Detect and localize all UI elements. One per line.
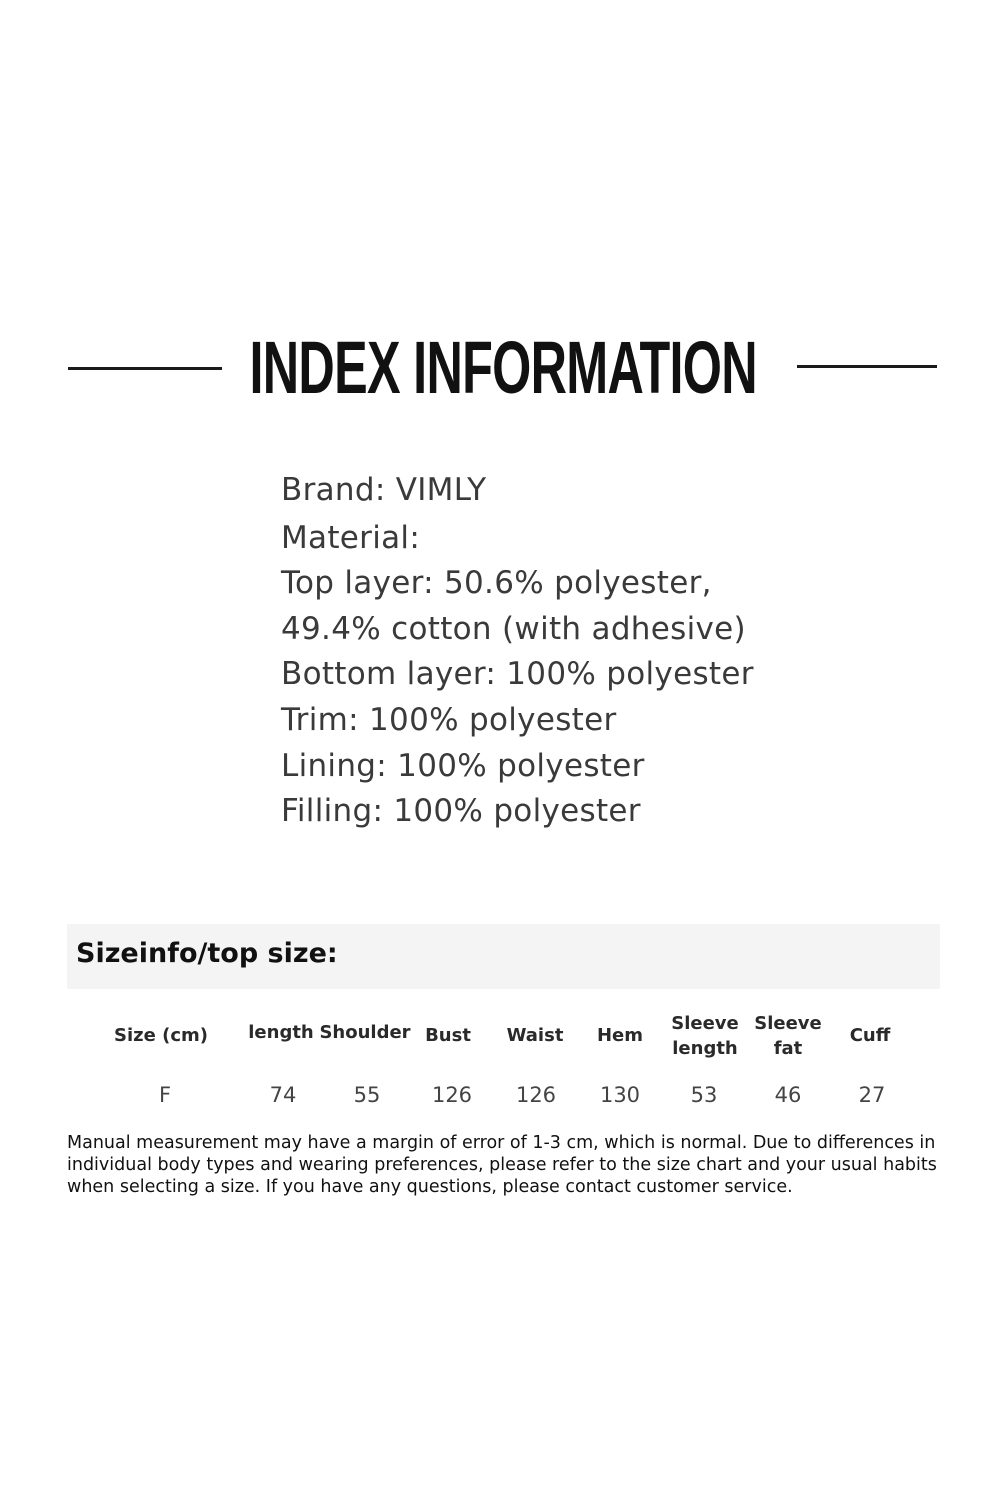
brand-line: Brand: VIMLY [281,472,487,508]
page-title: INDEX INFORMATION [249,326,757,409]
measurement-note: Manual measurement may have a margin of error of 1-3 cm, which is normal. Due to differences in individual body types and wearing preferences, please refer to the size chart and your usual habits when selecting a size. If you have any questions, please contact customer service. [67,1133,937,1197]
column-header-waist: Waist [506,1025,564,1046]
size-table [67,1005,940,1120]
column-header-hem: Hem [596,1025,644,1046]
size-section-header [67,924,940,989]
column-header-line: Sleeve [754,1013,822,1034]
table-cell-shoulder: 55 [353,1083,381,1107]
column-header-shoulder: Shoulder [319,1022,411,1043]
column-header-sleeve-length [671,1011,739,1061]
table-cell-bust: 126 [431,1083,473,1107]
material-line: 49.4% cotton (with adhesive) [281,611,746,647]
material-line: Bottom layer: 100% polyester [281,656,754,692]
table-cell-sleeve-fat: 46 [774,1083,802,1107]
column-header-length: length [248,1022,314,1043]
table-cell-size: F [158,1083,172,1107]
column-header-line: Sleeve [671,1013,739,1034]
table-cell-sleeve-length: 53 [690,1083,718,1107]
column-header-size: Size (cm) [114,1025,208,1046]
table-cell-cuff: 27 [858,1083,886,1107]
column-header-line: length [672,1038,738,1059]
column-header-bust: Bust [425,1025,471,1046]
column-header-sleeve-fat [754,1011,822,1061]
material-line: Filling: 100% polyester [281,793,641,829]
material-label: Material: [281,520,421,556]
table-cell-length: 74 [269,1083,297,1107]
size-section-heading: Sizeinfo/top size: [76,938,338,969]
material-line: Top layer: 50.6% polyester, [281,565,712,601]
table-cell-hem: 130 [599,1083,641,1107]
table-cell-waist: 126 [515,1083,557,1107]
material-line: Trim: 100% polyester [281,702,617,738]
material-line: Lining: 100% polyester [281,748,645,784]
column-header-line: fat [773,1038,803,1059]
title-rule-right [797,365,937,368]
column-header-cuff: Cuff [849,1025,891,1046]
